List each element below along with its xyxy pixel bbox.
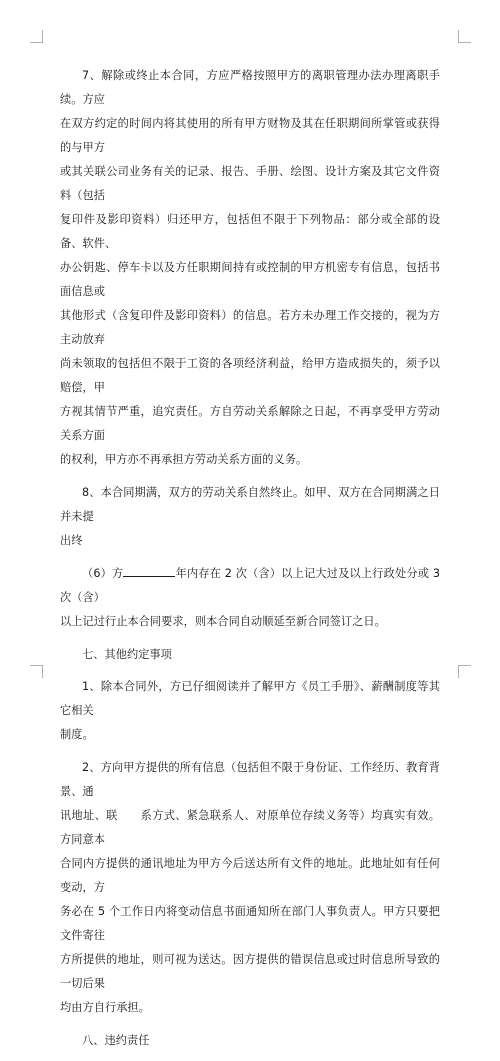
text-line: 复印件及影印资料）归还甲方，包括但不限于下列物品：部分或全部的设备、软件、 [60,213,440,250]
clause-7-paragraph [60,64,440,472]
item-6-suffix: 年内存在 2 次（含）以上记大过及以上行政处分或 3 次（含） [60,567,440,604]
text-line: 方所提供的地址，则可视为送达。因方提供的错误信息或过时信息所导致的一切后果 [60,953,440,990]
text-line: 8、本合同期满，双方的劳动关系自然终止。如甲、双方在合同期满之日并未提 [60,486,440,523]
crop-mark-bottom-left [30,665,43,678]
item-2-paragraph [60,756,440,1020]
text-line: 出终 [60,534,83,547]
document-body [60,64,440,1061]
section-8-heading: 八、违约责任 [82,1034,150,1047]
text-line: 办公钥匙、停车卡以及方任职期间持有或控制的甲方机密专有信息，包括书面信息或 [60,261,440,298]
fill-in-blank [123,565,175,577]
text-line: 在双方约定的时间内将其使用的所有甲方财物及其在任职期间所掌管或获得的与甲方 [60,117,440,154]
crop-mark-top-left [30,30,43,43]
text-line: 尚未领取的包括但不限于工资的各项经济利益，给甲方造成损失的，须予以赔偿，甲 [60,357,440,394]
text-line: 均由方自行承担。 [60,1001,150,1014]
text-line: 其他形式（含复印件及影印资料）的信息。若方未办理工作交接的，视为方主动放弃 [60,309,440,346]
text-line: 1、除本合同外，方已仔细阅读并了解甲方《员工手册》、薪酬制度等其它相关 [60,680,440,717]
text-line: 合同内方提供的通讯地址为甲方今后送达所有文件的地址。此地址如有任何变动，方 [60,857,440,894]
crop-mark-bottom-right [458,665,471,678]
text-line: 以上记过行止本合同要求，则本合同自动顺延至新合同签订之日。 [60,615,386,628]
text-line: 的权利，甲方亦不再承担方劳动关系方面的义务。 [60,453,308,466]
clause-8-paragraph [60,481,440,553]
text-line: 务必在 5 个工作日内将变动信息书面通知所在部门人事负责人。甲方只要把文件寄往 [60,905,440,942]
text-line: 2、方向甲方提供的所有信息（包括但不限于身份证、工作经历、教育背景、通 [60,761,440,798]
item-6-prefix: （6）方 [82,567,124,580]
text-line: 方视其情节严重，追究责任。方自劳动关系解除之日起，不再享受甲方劳动关系方面 [60,405,440,442]
item-6-paragraph [60,562,440,634]
text-line: 讯地址、联 系方式、紧急联系人、对原单位存续义务等）均真实有效。方同意本 [60,809,440,846]
text-line: 7、解除或终止本合同，方应严格按照甲方的离职管理办法办理离职手续。方应 [60,69,440,106]
text-line: 或其关联公司业务有关的记录、报告、手册、绘图、设计方案及其它文件资料（包括 [60,165,440,202]
section-7-heading: 七、其他约定事项 [82,648,172,661]
crop-mark-top-right [458,30,471,43]
text-line: 制度。 [60,728,94,741]
text-line [60,562,440,610]
item-1-paragraph [60,675,440,747]
